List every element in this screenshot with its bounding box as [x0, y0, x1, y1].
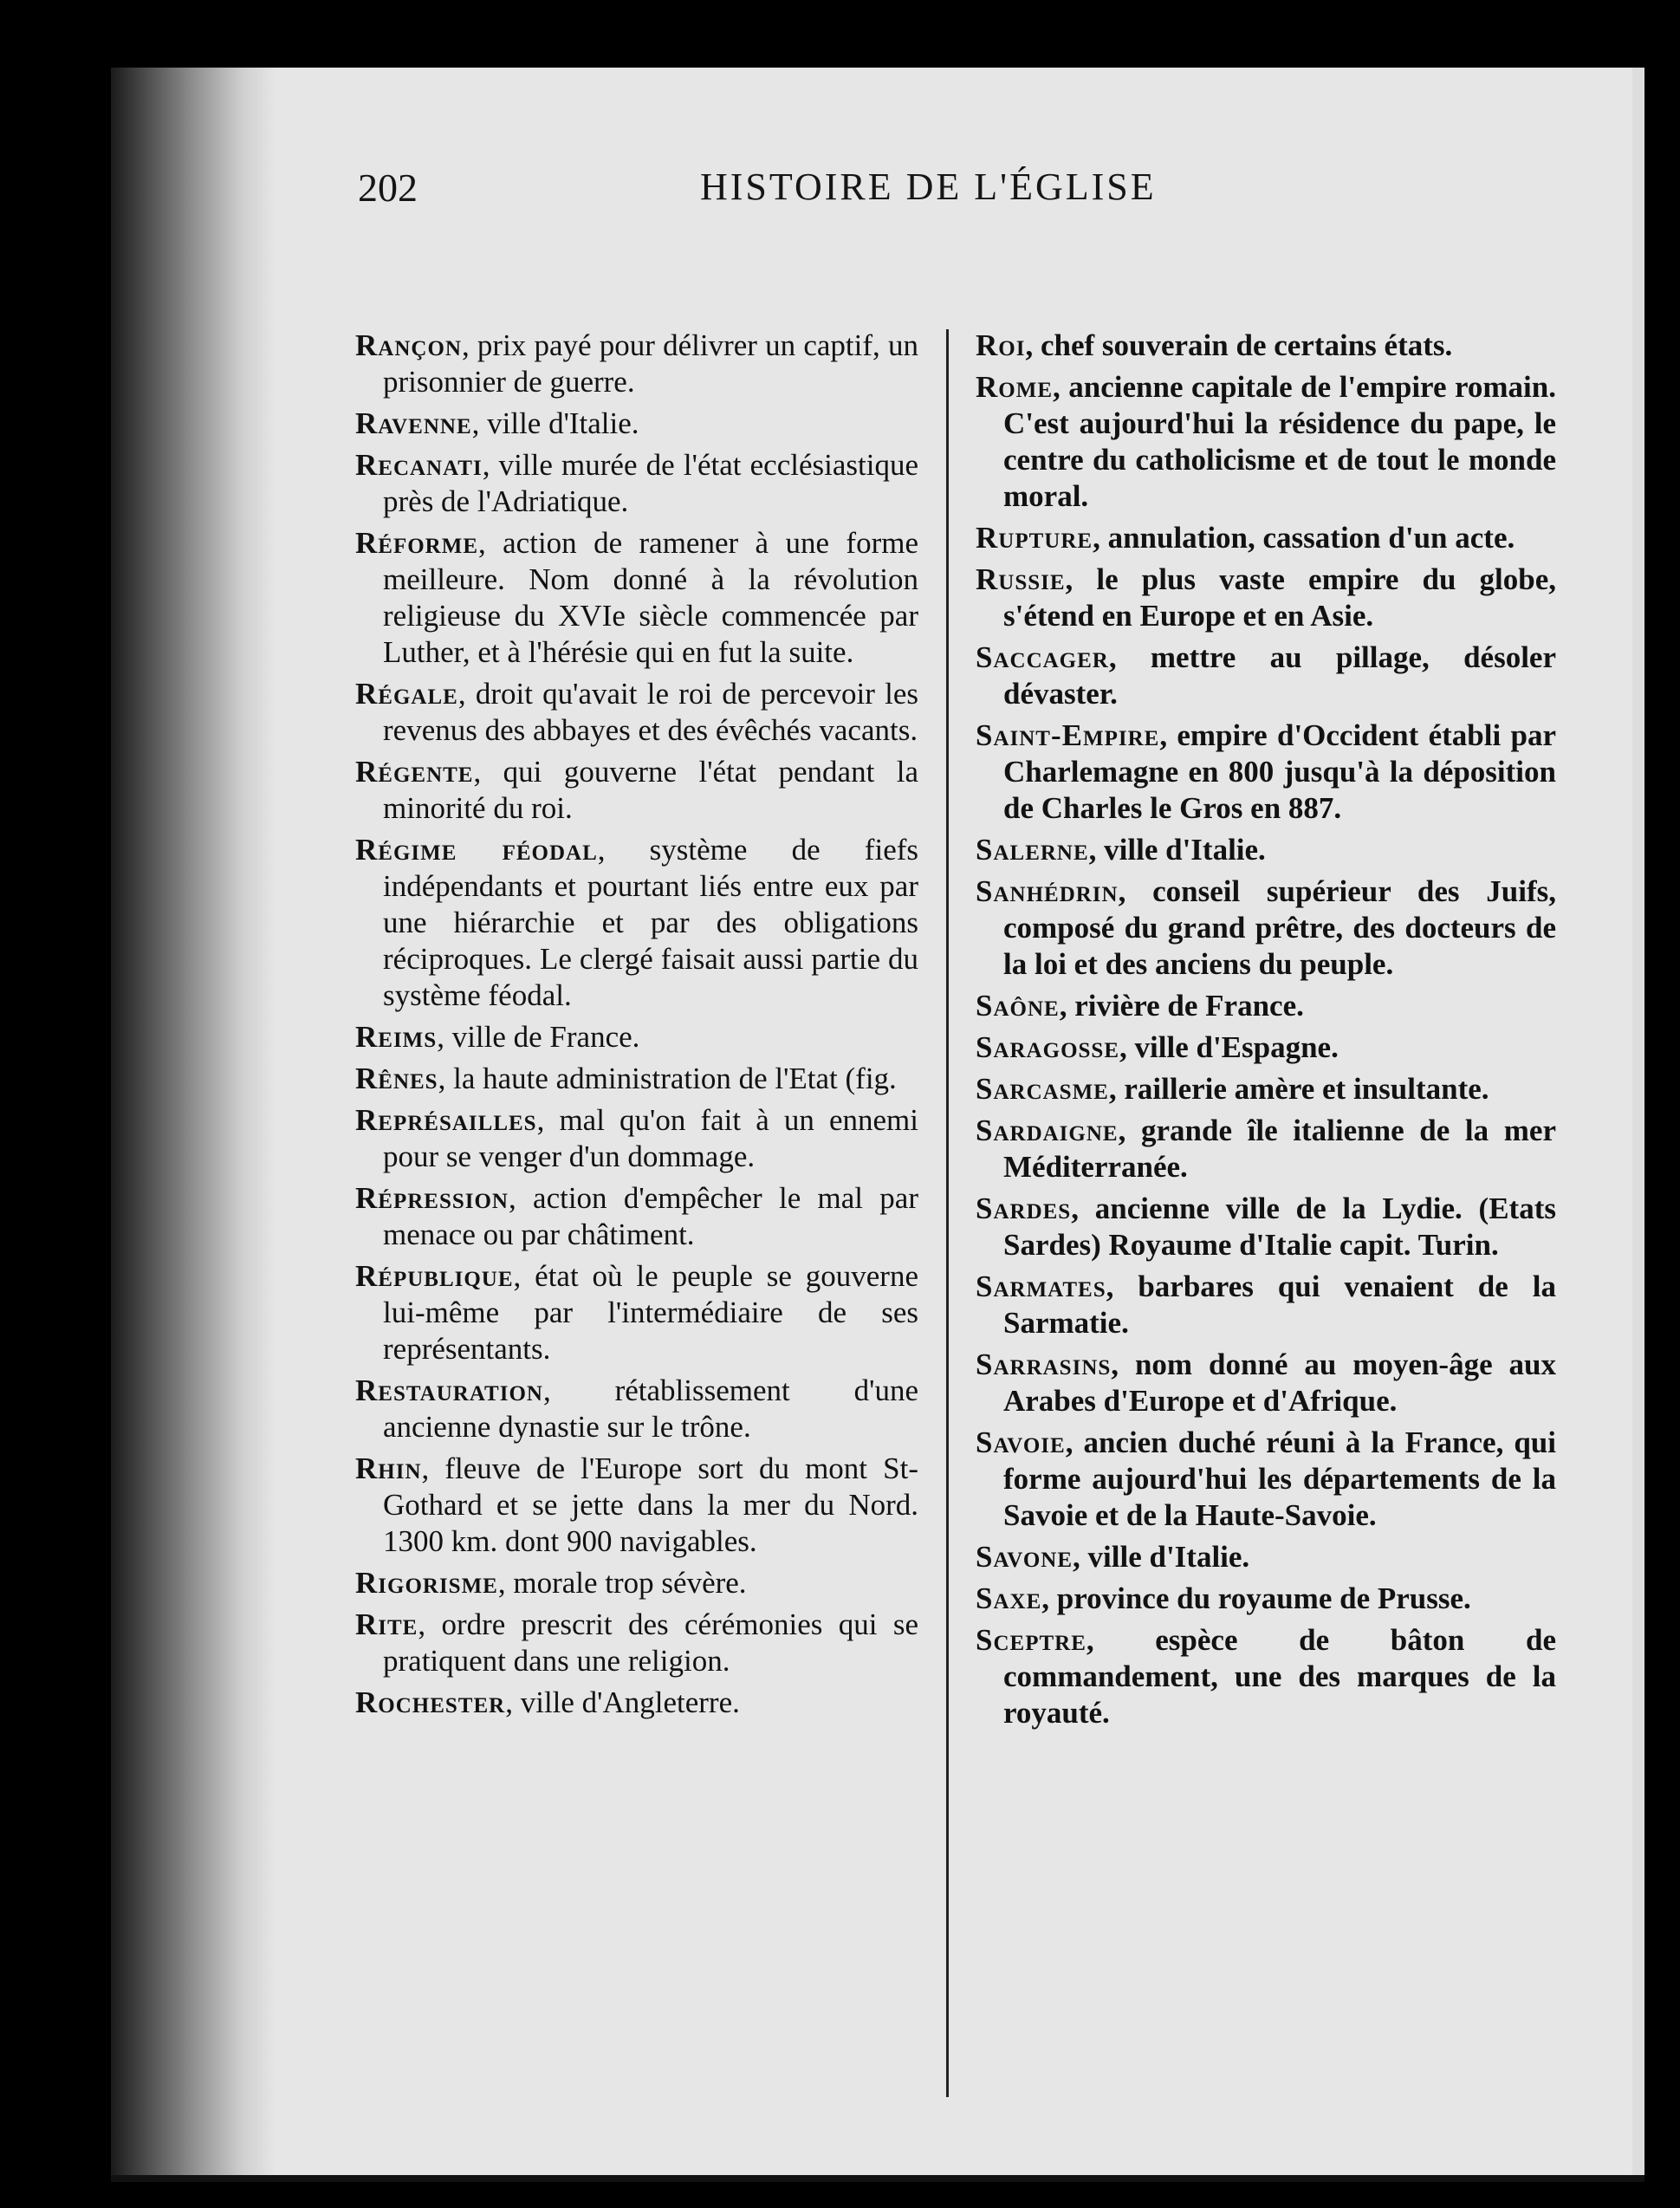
glossary-entry [355, 1685, 918, 1721]
entry-term: Régime féodal [355, 833, 598, 867]
entry-definition: , ancienne ville de la Lydie. (Etats Sardes) Royaume d'Italie capit. Turin. [1003, 1192, 1556, 1262]
entry-definition: , mal qu'on fait à un ennemi pour se venger d'un dommage. [383, 1103, 918, 1173]
glossary-entry [976, 1622, 1556, 1731]
entry-definition: , chef souverain de certains états. [1025, 328, 1453, 362]
entry-term: Savoie [976, 1425, 1066, 1459]
entry-definition: , la haute administration de l'Etat (fig. [438, 1062, 897, 1095]
entry-definition: , ville murée de l'état ecclésiastique près de l'Adriatique. [383, 448, 918, 518]
glossary-entry [355, 1019, 918, 1055]
glossary-entry [976, 1191, 1556, 1263]
entry-definition: , ancien duché réuni à la France, qui forme aujourd'hui les départements de la Savoie et de la Haute-Savoie. [1003, 1425, 1556, 1532]
entry-term: Répression [355, 1181, 509, 1215]
entry-definition: , barbares qui venaient de la Sarmatie. [1003, 1270, 1556, 1340]
glossary-entry [355, 1061, 918, 1097]
entry-definition: , grande île italienne de la mer Méditerranée. [1003, 1114, 1556, 1184]
entry-definition: , espèce de bâton de commandement, une des marques de la royauté. [1003, 1623, 1556, 1730]
glossary-entry [976, 718, 1556, 827]
entry-term: Sarcasme [976, 1072, 1109, 1106]
glossary-entry [976, 1425, 1556, 1534]
glossary-entry [355, 328, 918, 400]
page-edge [1632, 68, 1644, 2182]
entry-definition: , ville d'Italie. [471, 406, 639, 440]
glossary-entry [355, 1451, 918, 1560]
left-column [355, 328, 918, 1726]
entry-term: Sarrasins [976, 1348, 1112, 1381]
entry-definition: , action de ramener à une forme meilleure. Nom donné à la révolution religieuse du XVIe siècle commencée par Luther, et à l'hérésie qui en fut la suite. [383, 526, 918, 669]
entry-term: Rochester [355, 1685, 506, 1719]
entry-term: Savone [976, 1540, 1074, 1574]
glossary-entry [976, 1269, 1556, 1341]
entry-term: Restauration [355, 1374, 543, 1407]
entry-definition: , droit qu'avait le roi de percevoir les revenus des abbayes et des évêchés vacants. [383, 677, 918, 747]
glossary-entry [976, 562, 1556, 634]
glossary-entry [355, 406, 918, 442]
entry-term: Roi [976, 328, 1026, 362]
entry-term: Reims [355, 1020, 438, 1054]
entry-definition: , rétablissement d'une ancienne dynastie sur le trône. [383, 1374, 918, 1444]
glossary-entry [976, 1029, 1556, 1066]
glossary-entry [976, 369, 1556, 515]
entry-definition: , action d'empêcher le mal par menace ou par châtiment. [383, 1181, 918, 1251]
glossary-entry [976, 1539, 1556, 1575]
entry-term: Saragosse [976, 1030, 1120, 1064]
entry-definition: , ville d'Italie. [1088, 833, 1266, 867]
book-spine-shadow [111, 68, 276, 2182]
entry-definition: , ordre prescrit des cérémonies qui se pratiquent dans une religion. [383, 1607, 918, 1678]
glossary-entry [355, 1180, 918, 1253]
glossary-entry [355, 1102, 918, 1175]
page-number: 202 [358, 166, 418, 210]
glossary-entry [976, 1581, 1556, 1617]
glossary-entry [976, 1113, 1556, 1185]
entry-term: Régale [355, 677, 458, 711]
entry-term: Rançon [355, 328, 462, 362]
entry-definition: , le plus vaste empire du globe, s'étend en Europe et en Asie. [1003, 562, 1556, 633]
glossary-entry [355, 1373, 918, 1445]
glossary-entry [976, 328, 1556, 364]
entry-definition: , ville d'Italie. [1073, 1540, 1250, 1574]
entry-definition: , province du royaume de Prusse. [1041, 1581, 1471, 1615]
entry-term: Représailles [355, 1103, 537, 1137]
glossary-entry [355, 447, 918, 520]
entry-term: Saint-Empire [976, 718, 1160, 752]
entry-definition: , ville d'Espagne. [1119, 1030, 1339, 1064]
entry-term: Salerne [976, 833, 1089, 867]
glossary-entry [976, 1071, 1556, 1107]
entry-term: Sceptre [976, 1623, 1086, 1657]
entry-definition: , état où le peuple se gouverne lui-même par l'intermédiaire de ses représentants. [383, 1259, 918, 1366]
glossary-entry [976, 873, 1556, 983]
entry-term: Sanhédrin [976, 874, 1119, 908]
entry-term: Ravenne [355, 406, 472, 440]
page-header [111, 165, 1644, 225]
entry-definition: , conseil supérieur des Juifs, composé du grand prêtre, des docteurs de la loi et des anciens du peuple. [1003, 874, 1556, 981]
entry-definition: , raillerie amère et insultante. [1108, 1072, 1489, 1106]
entry-term: Sarmates [976, 1270, 1106, 1303]
entry-definition: , nom donné au moyen-âge aux Arabes d'Europe et d'Afrique. [1003, 1348, 1556, 1418]
glossary-entry [976, 1347, 1556, 1419]
entry-term: Régente [355, 755, 474, 789]
book-page [111, 68, 1644, 2182]
entry-term: Rigorisme [355, 1566, 498, 1600]
entry-term: Réforme [355, 526, 478, 560]
glossary-entry [355, 832, 918, 1014]
entry-term: Saône [976, 989, 1060, 1023]
entry-definition: , ville d'Angleterre. [505, 1685, 740, 1719]
entry-term: République [355, 1259, 514, 1293]
glossary-entry [355, 1565, 918, 1601]
glossary-entry [976, 988, 1556, 1024]
entry-definition: , annulation, cassation d'un acte. [1093, 521, 1515, 555]
glossary-entry [976, 520, 1556, 556]
entry-definition: , mettre au pillage, désoler dévaster. [1003, 640, 1556, 711]
entry-term: Saxe [976, 1581, 1042, 1615]
entry-definition: , morale trop sévère. [497, 1566, 747, 1600]
page-bottom-edge [111, 2175, 1644, 2182]
entry-term: Rome [976, 370, 1053, 404]
glossary-entry [355, 1258, 918, 1367]
entry-term: Rupture [976, 521, 1093, 555]
glossary-entry [355, 754, 918, 827]
glossary-entry [976, 640, 1556, 712]
entry-term: Rhin [355, 1451, 422, 1485]
entry-term: Rite [355, 1607, 418, 1641]
entry-definition: , empire d'Occident établi par Charlemagne en 800 jusqu'à la déposition de Charles le Gros en 887. [1003, 718, 1556, 825]
entry-term: Saccager [976, 640, 1109, 674]
entry-definition: , ville de France. [437, 1020, 640, 1054]
entry-term: Russie [976, 562, 1066, 596]
entry-definition: , ancienne capitale de l'empire romain. C'est aujourd'hui la résidence du pape, le centre du catholicisme et de tout le monde moral. [1003, 370, 1556, 513]
entry-term: Recanati [355, 448, 483, 482]
entry-definition: , rivière de France. [1059, 989, 1304, 1023]
entry-definition: , prix payé pour délivrer un captif, un prisonnier de guerre. [383, 328, 918, 399]
column-divider [946, 329, 949, 2097]
entry-definition: , système de fiefs indépendants et pourtant liés entre eux par une hiérarchie et par des obligations réciproques. Le clergé faisait aussi partie du système féodal. [383, 833, 918, 1012]
glossary-entry [355, 525, 918, 671]
running-title: HISTOIRE DE L'ÉGLISE [700, 166, 1157, 208]
glossary-entry [976, 832, 1556, 868]
entry-definition: , fleuve de l'Europe sort du mont St-Gothard et se jette dans la mer du Nord. 1300 km. dont 900 navigables. [383, 1451, 918, 1558]
glossary-entry [355, 676, 918, 749]
entry-definition: , qui gouverne l'état pendant la minorité du roi. [383, 755, 918, 825]
entry-term: Sardaigne [976, 1114, 1119, 1147]
right-column [976, 328, 1556, 1737]
entry-term: Rênes [355, 1062, 438, 1095]
entry-term: Sardes [976, 1192, 1072, 1225]
glossary-entry [355, 1607, 918, 1679]
